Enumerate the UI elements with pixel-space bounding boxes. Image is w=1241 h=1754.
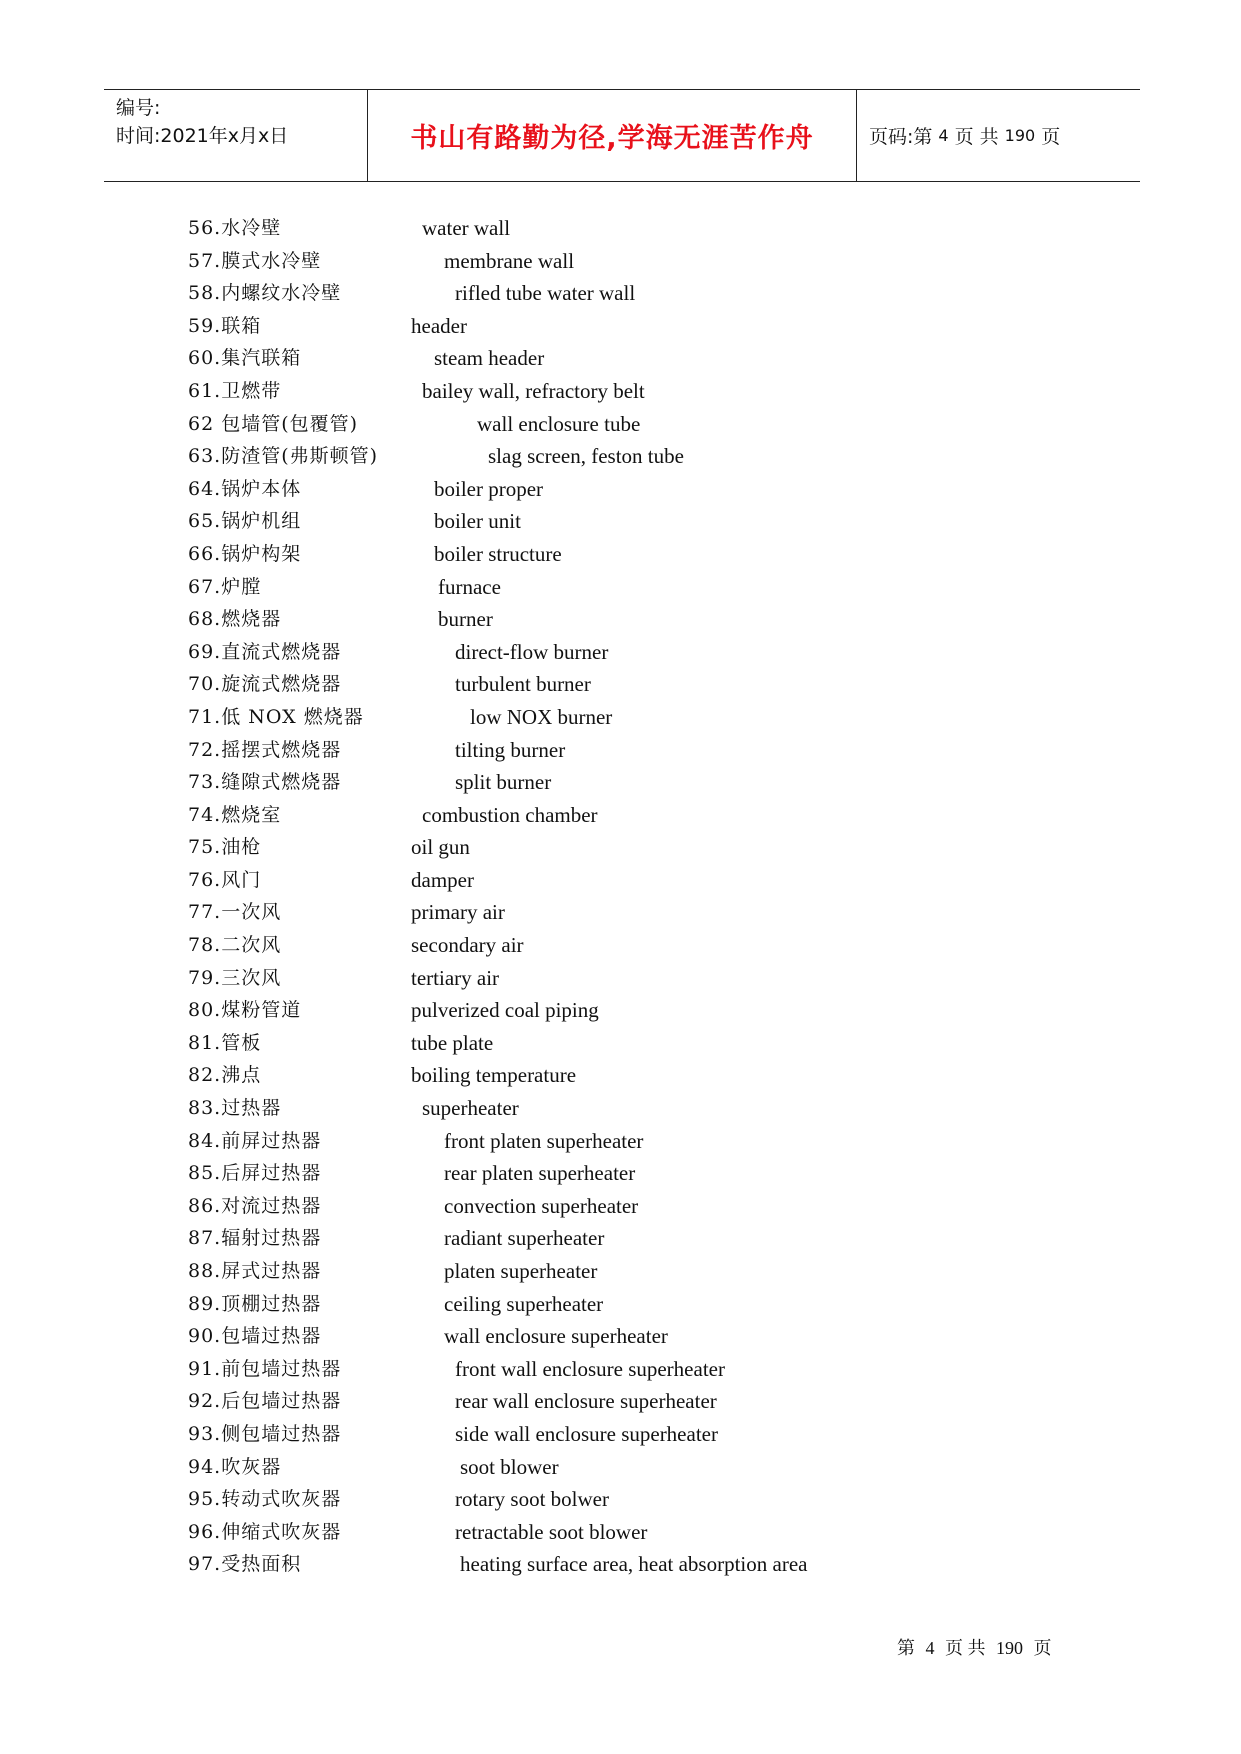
term-english: pulverized coal piping <box>411 998 599 1023</box>
term-english: retractable soot blower <box>455 1519 648 1544</box>
term-english: tube plate <box>411 1030 494 1055</box>
list-item <box>188 473 1088 506</box>
term-english: steam header <box>434 346 545 371</box>
term-english: radiant superheater <box>444 1226 605 1251</box>
list-item <box>188 831 1088 864</box>
list-item <box>188 1027 1088 1060</box>
list-item <box>188 1222 1088 1255</box>
term-chinese: 79.三次风 <box>188 966 282 989</box>
term-chinese: 75.油枪 <box>188 836 262 859</box>
list-item <box>188 799 1088 832</box>
header-motto: 书山有路勤为径,学海无涯苦作舟 <box>368 90 857 181</box>
list-item <box>188 734 1088 767</box>
term-chinese: 69.直流式燃烧器 <box>188 640 342 663</box>
footer-prefix: 第 <box>897 1638 915 1658</box>
term-chinese: 93.侧包墙过热器 <box>188 1422 342 1445</box>
term-english: primary air <box>411 900 505 925</box>
term-english: membrane wall <box>444 248 575 273</box>
term-chinese: 78.二次风 <box>188 934 282 957</box>
list-item <box>188 1125 1088 1158</box>
term-chinese: 71.低 NOX 燃烧器 <box>188 705 364 728</box>
term-chinese: 67.炉膛 <box>188 575 262 598</box>
term-chinese: 60.集汽联箱 <box>188 347 302 370</box>
term-english: tertiary air <box>411 965 500 990</box>
term-english: superheater <box>422 1096 519 1121</box>
list-item <box>188 766 1088 799</box>
term-english: direct-flow burner <box>455 639 609 664</box>
term-english: damper <box>411 867 474 892</box>
term-chinese: 96.伸缩式吹灰器 <box>188 1520 342 1543</box>
term-chinese: 62 包墙管(包覆管) <box>188 412 359 435</box>
list-item <box>188 896 1088 929</box>
term-english: front wall enclosure superheater <box>455 1356 725 1381</box>
term-chinese: 88.屏式过热器 <box>188 1260 322 1282</box>
term-english: boiler proper <box>434 476 544 501</box>
term-english: oil gun <box>411 835 470 860</box>
term-chinese: 61.卫燃带 <box>188 379 282 402</box>
list-item <box>188 538 1088 571</box>
term-english: side wall enclosure superheater <box>455 1421 718 1446</box>
term-chinese: 94.吹灰器 <box>188 1455 282 1478</box>
term-chinese: 77.一次风 <box>188 901 282 924</box>
list-item <box>188 1418 1088 1451</box>
term-chinese: 65.锅炉机组 <box>188 510 302 533</box>
footer-current: 4 <box>925 1638 935 1658</box>
term-chinese: 91.前包墙过热器 <box>188 1357 342 1380</box>
term-english: convection superheater <box>444 1193 639 1218</box>
term-chinese: 90.包墙过热器 <box>188 1325 322 1348</box>
term-english: water wall <box>422 216 511 240</box>
term-english: wall enclosure tube <box>477 411 641 436</box>
list-item <box>188 1451 1088 1484</box>
list-item <box>188 342 1088 375</box>
term-english: tilting burner <box>455 737 566 762</box>
term-chinese: 83.过热器 <box>188 1097 282 1120</box>
term-chinese: 68.燃烧器 <box>188 608 282 631</box>
list-item <box>188 962 1088 995</box>
list-item <box>188 505 1088 538</box>
list-item <box>188 571 1088 604</box>
term-chinese: 64.锅炉本体 <box>188 477 302 500</box>
list-item <box>188 1092 1088 1125</box>
term-chinese: 66.锅炉构架 <box>188 542 302 565</box>
term-english: slag screen, feston tube <box>488 444 684 469</box>
term-chinese: 95.转动式吹灰器 <box>188 1488 342 1511</box>
term-chinese: 97.受热面积 <box>188 1553 302 1576</box>
term-english: soot blower <box>460 1454 559 1479</box>
term-english: heating surface area, heat absorption area <box>460 1552 808 1577</box>
page-footer <box>897 1634 1058 1660</box>
page-middle: 页 共 <box>954 126 999 148</box>
term-english: platen superheater <box>444 1259 598 1283</box>
term-chinese: 85.后屏过热器 <box>188 1162 322 1185</box>
list-item <box>188 1483 1088 1516</box>
list-item <box>188 1059 1088 1092</box>
term-english: front platen superheater <box>444 1128 644 1153</box>
term-english: ceiling superheater <box>444 1291 604 1316</box>
term-english: rotary soot bolwer <box>455 1487 609 1512</box>
list-item <box>188 1516 1088 1549</box>
list-item <box>188 1548 1088 1581</box>
term-english: rear platen superheater <box>444 1161 636 1186</box>
page-total: 190 <box>1004 126 1036 145</box>
term-chinese: 74.燃烧室 <box>188 803 282 826</box>
term-chinese: 72.摇摆式燃烧器 <box>188 738 342 761</box>
time-label: 时间:2021年x月x日 <box>116 125 289 147</box>
list-item <box>188 212 1088 245</box>
footer-suffix: 页 <box>1033 1638 1052 1658</box>
term-english: furnace <box>438 574 501 599</box>
list-item <box>188 440 1088 473</box>
list-item <box>188 310 1088 343</box>
term-english: low NOX burner <box>470 704 613 729</box>
term-english: boiling temperature <box>411 1063 577 1088</box>
list-item <box>188 245 1088 278</box>
list-item <box>188 603 1088 636</box>
term-english: secondary air <box>411 933 524 958</box>
list-item <box>188 1157 1088 1190</box>
term-chinese: 92.后包墙过热器 <box>188 1390 342 1413</box>
list-item <box>188 864 1088 897</box>
footer-total: 190 <box>996 1638 1023 1658</box>
footer-middle: 页 共 <box>945 1638 986 1658</box>
list-item <box>188 1288 1088 1321</box>
list-item <box>188 1255 1088 1288</box>
list-item <box>188 1353 1088 1386</box>
list-item <box>188 636 1088 669</box>
term-chinese: 89.顶棚过热器 <box>188 1292 322 1315</box>
term-english: combustion chamber <box>422 802 598 827</box>
term-chinese: 84.前屏过热器 <box>188 1129 322 1152</box>
list-item <box>188 375 1088 408</box>
list-item <box>188 994 1088 1027</box>
term-chinese: 73.缝隙式燃烧器 <box>188 771 342 794</box>
term-chinese: 59.联箱 <box>188 314 262 337</box>
list-item <box>188 1190 1088 1223</box>
list-item <box>188 701 1088 734</box>
page-current: 4 <box>938 126 949 145</box>
term-chinese: 82.沸点 <box>188 1064 262 1087</box>
term-chinese: 70.旋流式燃烧器 <box>188 673 342 696</box>
term-chinese: 56.水冷壁 <box>188 217 282 239</box>
list-item <box>188 668 1088 701</box>
term-chinese: 57.膜式水冷壁 <box>188 249 322 272</box>
header-page-info <box>857 90 1140 181</box>
term-chinese: 58.内螺纹水冷壁 <box>188 282 342 305</box>
document-header <box>104 89 1140 182</box>
term-english: bailey wall, refractory belt <box>422 378 645 403</box>
term-chinese: 63.防渣管(弗斯顿管) <box>188 445 379 468</box>
page-prefix: 页码:第 <box>869 126 933 148</box>
term-english: header <box>411 313 467 338</box>
term-english: boiler unit <box>434 509 521 534</box>
term-chinese: 87.辐射过热器 <box>188 1227 322 1250</box>
term-english: split burner <box>455 770 552 795</box>
page-suffix: 页 <box>1041 126 1061 148</box>
term-english: burner <box>438 607 493 632</box>
term-chinese: 86.对流过热器 <box>188 1194 322 1217</box>
term-english: turbulent burner <box>455 672 591 697</box>
header-meta <box>104 90 368 181</box>
number-label: 编号: <box>116 97 161 119</box>
list-item <box>188 1385 1088 1418</box>
term-english: rifled tube water wall <box>455 281 636 306</box>
term-chinese: 76.风门 <box>188 868 262 891</box>
list-item <box>188 929 1088 962</box>
term-english: rear wall enclosure superheater <box>455 1389 717 1414</box>
list-item <box>188 277 1088 310</box>
glossary-list <box>188 212 1088 1581</box>
list-item <box>188 1320 1088 1353</box>
term-english: wall enclosure superheater <box>444 1324 668 1349</box>
list-item <box>188 408 1088 441</box>
term-chinese: 80.煤粉管道 <box>188 999 302 1022</box>
term-english: boiler structure <box>434 541 562 566</box>
term-chinese: 81.管板 <box>188 1031 262 1054</box>
